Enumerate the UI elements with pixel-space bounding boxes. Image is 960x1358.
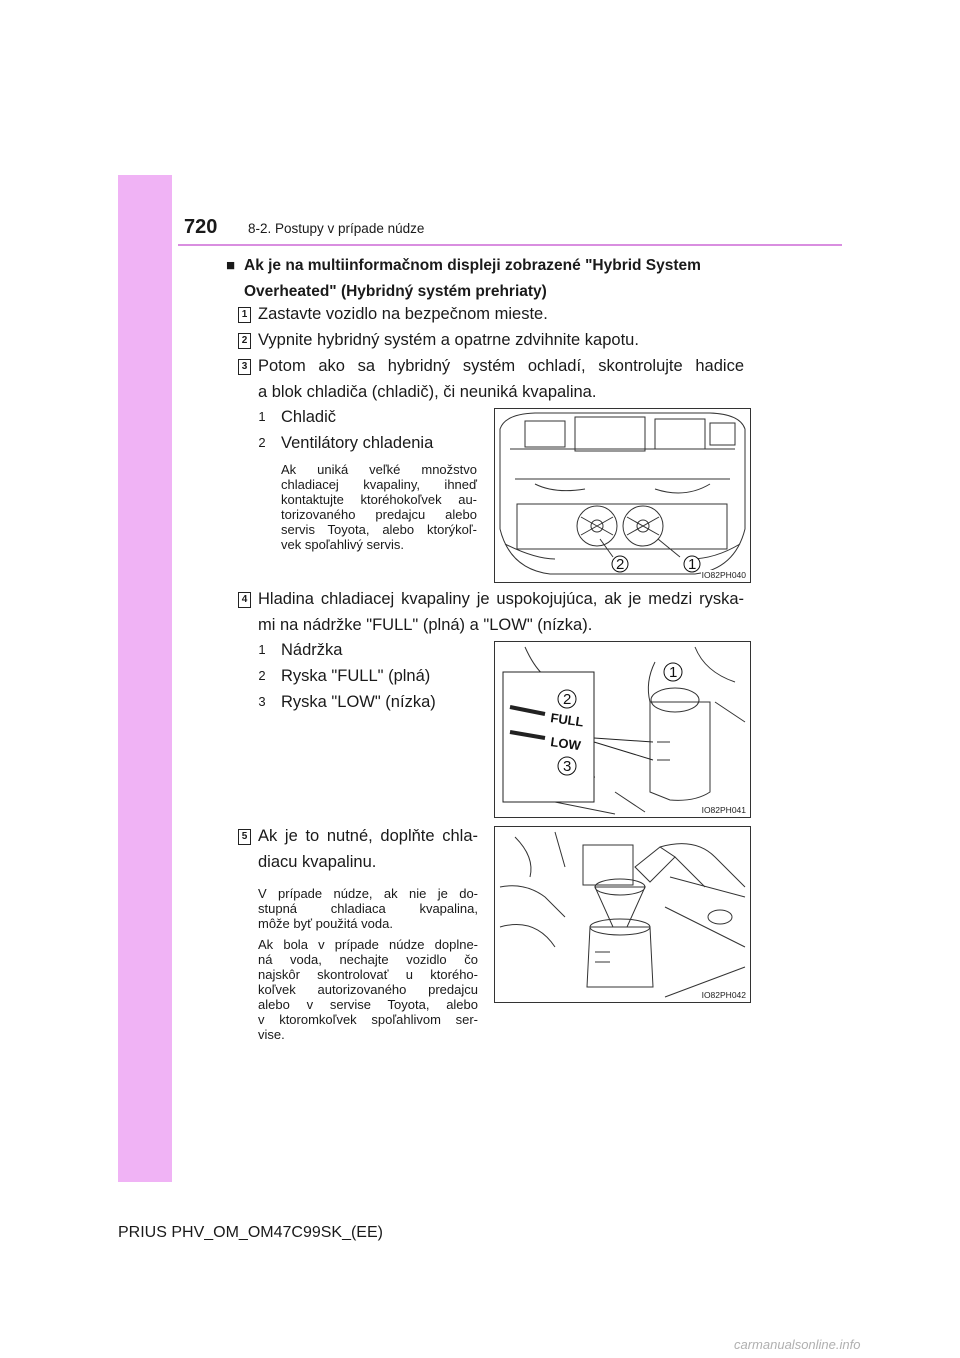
callout-1-label: 1 xyxy=(258,409,266,424)
coolant-reservoir-figure xyxy=(494,641,751,818)
engine-bay-illustration xyxy=(495,409,750,582)
callout-3-label-fig2: 3 xyxy=(258,694,266,709)
heading-text: Ak je na multiinformačnom displeji zobrazené "Hybrid System Overheated" (Hybridný systém prehriaty) xyxy=(244,257,701,300)
subsection-heading xyxy=(226,253,746,305)
leak-warning-note: Ak uniká veľké množstvo chladiacej kvapaliny, ihneď kontaktujte ktoréhokoľvek au- torizovaného predajcu alebo servis Toyota, alebo ktorýkoľ- vek spoľahlivý servis. xyxy=(281,462,477,552)
reservoir-label: Nádržka xyxy=(281,641,343,659)
page-number: 720 xyxy=(184,216,218,238)
tank-full-mark: FULL xyxy=(549,710,585,730)
water-substitute-note: V prípade núdze, ak nie je do- stupná chladiaca kvapalina, môže byť použitá voda. xyxy=(258,886,478,931)
step-5-line-2: diacu kvapalinu. xyxy=(258,853,377,871)
radiator-label: Chladič xyxy=(281,408,337,426)
watermark: carmanualsonline.info xyxy=(734,1337,861,1352)
chapter-sidebar-tab xyxy=(118,175,172,1182)
step-3-line-1: Potom ako sa hybridný systém ochladí, skontrolujte hadice xyxy=(258,357,744,375)
figure-code-2: IO82PH041 xyxy=(701,805,746,815)
engine-bay-figure xyxy=(494,408,751,583)
step-4-line-2: mi na nádržke "FULL" (plná) a "LOW" (nízka). xyxy=(258,616,593,634)
refill-coolant-figure xyxy=(494,826,751,1003)
step-number-3: 3 xyxy=(238,359,251,375)
figure-code-1: IO82PH040 xyxy=(701,570,746,580)
fig2-callout-3: 3 xyxy=(563,758,572,775)
step-number-4: 4 xyxy=(238,592,251,608)
step-4-line-1: Hladina chladiacej kvapaliny je uspokojujúca, ak je medzi ryska- xyxy=(258,590,744,608)
refill-coolant-illustration xyxy=(495,827,750,1002)
fig1-callout-1: 1 xyxy=(688,556,697,573)
callout-2-label-fig2: 2 xyxy=(258,668,266,683)
fig2-callout-1: 1 xyxy=(669,664,678,681)
figure-code-3: IO82PH042 xyxy=(701,990,746,1000)
fig1-callout-2: 2 xyxy=(616,556,625,573)
section-title: 8-2. Postupy v prípade núdze xyxy=(248,221,425,236)
low-line-label: Ryska "LOW" (nízka) xyxy=(281,693,436,711)
full-line-label: Ryska "FULL" (plná) xyxy=(281,667,431,685)
document-footer: PRIUS PHV_OM_OM47C99SK_(EE) xyxy=(118,1224,383,1241)
step-2-text: Vypnite hybridný systém a opatrne zdvihnite kapotu. xyxy=(258,331,639,349)
coolant-reservoir-illustration xyxy=(495,642,750,817)
step-1-text: Zastavte vozidlo na bezpečnom mieste. xyxy=(258,305,548,323)
water-check-note: Ak bola v prípade núdze doplne- ná voda, nechajte vozidlo čo najskôr skontrolovať u ktorého- koľvek autorizovaného predajcu alebo v servise Toyota, alebo v ktoromkoľvek spoľahlivom ser- vise. xyxy=(258,937,478,1042)
header-rule xyxy=(178,244,842,246)
callout-2-label: 2 xyxy=(258,435,266,450)
step-number-2: 2 xyxy=(238,333,251,349)
tank-low-mark: LOW xyxy=(549,734,582,754)
step-5-line-1: Ak je to nutné, doplňte chla- xyxy=(258,827,478,845)
step-number-5: 5 xyxy=(238,829,251,845)
fig2-callout-2: 2 xyxy=(563,691,572,708)
heading-square-icon: ■ xyxy=(226,257,236,274)
callout-1-label-fig2: 1 xyxy=(258,642,266,657)
step-number-1: 1 xyxy=(238,307,251,323)
step-3-line-2: a blok chladiča (chladič), či neuniká kvapalina. xyxy=(258,383,597,401)
cooling-fans-label: Ventilátory chladenia xyxy=(281,434,434,452)
